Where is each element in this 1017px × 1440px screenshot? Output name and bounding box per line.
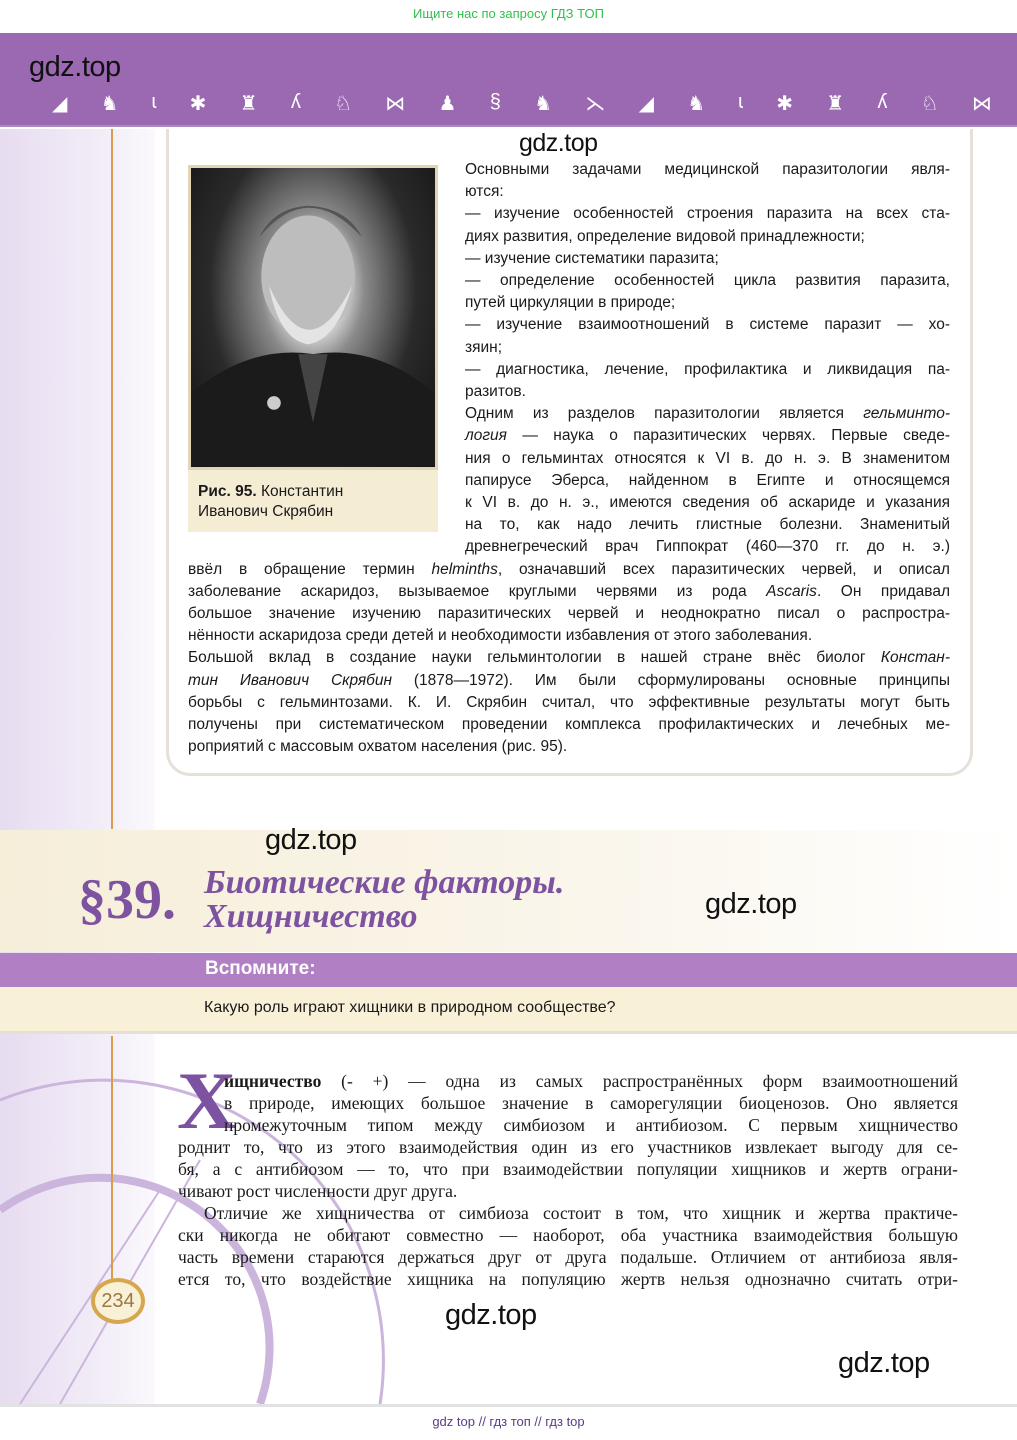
- text-segment: Одним из разделов паразитологии является: [465, 405, 864, 423]
- text-segment: Отличие же хищничества от симбиоза состоит в том, что хищник и жертва практиче-: [204, 1203, 958, 1223]
- text-line: [178, 1159, 958, 1179]
- text-segment: (1878—1972). Им были сформулированы основные принципы: [392, 671, 951, 689]
- antelope-icon: ♘: [920, 93, 939, 115]
- text-segment: роднит то, что из этого взаимодействия один из его участников извлекает выгоду для се-: [178, 1137, 958, 1157]
- text-line: [465, 204, 950, 224]
- text-segment: — наука о паразитических червях. Первые сведе-: [506, 427, 950, 445]
- text-segment: нённости аскаридоза среди детей и необходимости избавления от этого заболевания.: [188, 627, 813, 645]
- text-segment: папирусе Эберса, найденном в Египте и относящемся: [465, 471, 950, 489]
- text-line: [465, 471, 950, 491]
- text-segment: ются:: [465, 183, 504, 201]
- header-banner: [0, 33, 1017, 127]
- animal-strip: [52, 91, 992, 116]
- text-line: [188, 715, 950, 735]
- text-line: [224, 1093, 958, 1113]
- watermark: gdz.top: [445, 1299, 537, 1331]
- text-segment: в природе, имеющих большое значение в саморегуляции биоценозов. Оно является: [224, 1093, 958, 1113]
- dolphin-icon: ◢: [638, 93, 654, 115]
- butterfly-icon: ⋈: [385, 93, 406, 115]
- text-segment: чивают рост численности друг друга.: [178, 1181, 458, 1201]
- watermark: gdz.top: [519, 129, 598, 157]
- text-segment: — изучение особенностей строения паразита на всех ста-: [465, 205, 950, 223]
- caption-label: Рис. 95.: [198, 483, 257, 500]
- text-segment: Основными задачами медицинской паразитологии явля-: [465, 161, 950, 178]
- text-line: [465, 271, 950, 291]
- text-line: [465, 160, 950, 180]
- text-line: [188, 582, 950, 602]
- footer-links: gdz top // гдз топ // гдз top: [432, 1414, 585, 1429]
- watermark: gdz.top: [29, 51, 121, 83]
- text-line: [465, 382, 950, 402]
- text-segment: ски никогда не обитают совместно — наоборот, оба участника взаимодействия большую: [178, 1225, 958, 1245]
- text-segment: заболевание аскаридоз, вызываемое круглыми червями из рода: [188, 582, 767, 600]
- text-segment: древнегреческий врач Гиппократ (460—370 гг. до н. э.): [465, 538, 950, 556]
- text-segment: тин Иванович Скрябин: [188, 671, 393, 689]
- text-segment: гельминто-: [863, 405, 950, 423]
- text-line: [465, 249, 950, 269]
- text-line: [178, 1137, 958, 1157]
- text-line: [204, 1203, 958, 1223]
- wolf-icon: ♞: [687, 93, 706, 115]
- insect-icon: ✱: [189, 93, 207, 115]
- remember-label: Вспомните:: [205, 958, 316, 979]
- section-title: [204, 866, 564, 934]
- text-line: [178, 1269, 958, 1289]
- text-line: [178, 1225, 958, 1245]
- text-segment: логия: [465, 427, 507, 445]
- text-segment: путей циркуляции в природе;: [465, 294, 676, 312]
- text-segment: разитов.: [465, 383, 526, 400]
- text-line: [465, 293, 950, 313]
- elephant-icon: ♟: [438, 93, 457, 115]
- text-line: [465, 182, 950, 202]
- text-line: [178, 1247, 958, 1267]
- text-line: [465, 515, 950, 535]
- margin-line: [111, 1036, 113, 1286]
- caption-text: Иванович Скрябин: [198, 503, 334, 520]
- text-line: [465, 449, 950, 469]
- figure-caption: [188, 470, 438, 532]
- text-segment: — определение особенностей цикла развития паразита,: [465, 272, 950, 289]
- text-segment: — изучение взаимоотношений в системе паразит — хо-: [465, 316, 950, 334]
- text-line: [224, 1071, 958, 1091]
- text-line: [188, 560, 950, 580]
- text-line: [188, 671, 950, 691]
- antelope-icon: ♘: [334, 93, 353, 115]
- text-segment: большое значение изучению паразитических червей и неоднократно писал о распростра-: [188, 605, 950, 622]
- text-segment: зяин;: [465, 338, 503, 356]
- watermark: gdz.top: [838, 1347, 930, 1379]
- caption-text: Константин: [256, 483, 344, 500]
- text-segment: helminths: [431, 560, 498, 578]
- bison-icon: ♜: [239, 93, 258, 115]
- section-title-line: Биотические факторы.: [204, 864, 565, 901]
- text-line: [188, 648, 950, 668]
- drop-cap: Х: [177, 1055, 237, 1146]
- scorpion-icon: §: [489, 91, 501, 113]
- text-segment: ется то, что воздействие хищника на популяцию жертв нельзя однозначно считать отри-: [178, 1269, 958, 1289]
- top-note: Ищите нас по запросу ГДЗ ТОП: [413, 6, 604, 21]
- text-segment: Большой вклад в создание науки гельминтологии в нашей стране внёс биолог: [188, 649, 881, 667]
- text-line: [465, 493, 950, 513]
- bottom-divider: [0, 1404, 1017, 1407]
- text-segment: ввёл в обращение термин: [188, 560, 432, 578]
- insect-icon: ✱: [776, 93, 793, 115]
- text-segment: на то, как надо лечить глистные болезни. Знаменитый: [465, 516, 950, 534]
- watermark: gdz.top: [705, 888, 797, 920]
- section-number: §39.: [78, 869, 176, 931]
- section-title-line: Хищничество: [204, 898, 418, 935]
- text-line: [188, 604, 950, 624]
- text-line: [465, 227, 950, 247]
- text-segment: Констан-: [880, 649, 950, 667]
- text-segment: к VI в. до н. э., имеются сведения об аскариде и указания: [465, 494, 950, 511]
- text-segment: — диагностика, лечение, профилактика и ликвидация па-: [465, 360, 950, 378]
- portrait-photo: [188, 165, 438, 470]
- text-line: [465, 315, 950, 335]
- text-segment: промежуточным типом между симбиозом и антибиозом. С первым хищничество: [224, 1115, 958, 1135]
- text-segment: — изучение систематики паразита;: [465, 249, 719, 267]
- text-line: [465, 426, 950, 446]
- giraffe-icon: ɩ: [738, 91, 743, 113]
- text-segment: получены при систематическом проведении комплекса профилактических и лечебных ме-: [188, 716, 950, 733]
- text-segment: Ascaris: [766, 582, 817, 600]
- bird-icon: ⋋: [585, 93, 606, 115]
- text-segment: (- +) — одна из самых распространённых форм взаимоотношений: [321, 1071, 958, 1091]
- watermark: gdz.top: [265, 824, 357, 856]
- text-line: [188, 626, 950, 646]
- butterfly-icon: ⋈: [971, 93, 992, 115]
- text-segment: , означавший всех паразитических червей, и описал: [497, 560, 950, 578]
- text-segment: борьбы с гельминтозами. К. И. Скрябин считал, что эффективные результаты могут быть: [188, 693, 950, 711]
- text-line: [224, 1115, 958, 1135]
- page-number: 234: [91, 1278, 145, 1324]
- text-line: [465, 537, 950, 557]
- text-segment: роприятий с массовым охватом населения (рис. 95).: [188, 738, 568, 756]
- text-segment: диях развития, определение видовой принадлежности;: [465, 227, 865, 245]
- text-segment: . Он придавал: [816, 582, 950, 600]
- remember-question: Какую роль играют хищники в природном сообществе?: [204, 999, 616, 1016]
- text-line: [465, 360, 950, 380]
- margin-line: [111, 129, 113, 829]
- giraffe-icon: ɩ: [151, 91, 157, 113]
- text-line: [178, 1181, 958, 1201]
- text-segment: часть времени стараются держаться друг от друга подальше. Отличием от антибиоза явля-: [178, 1247, 958, 1267]
- horse-icon: ♞: [534, 93, 553, 115]
- text-segment: ищничество: [224, 1071, 322, 1091]
- text-segment: ния о гельминтах относятся к VI в. до н. э. В знаменитом: [465, 449, 950, 467]
- text-line: [465, 338, 950, 358]
- kangaroo-icon: ʎ: [290, 91, 301, 113]
- text-line: [465, 404, 950, 424]
- text-line: [188, 693, 950, 713]
- text-segment: бя, а с антибиозом — то, что при взаимодействии популяции хищников и жертв ограни-: [178, 1159, 958, 1179]
- dolphin-icon: ◢: [52, 93, 68, 115]
- remember-band: [0, 953, 1017, 987]
- wolf-icon: ♞: [100, 93, 119, 115]
- bison-icon: ♜: [826, 93, 845, 115]
- kangaroo-icon: ʎ: [877, 91, 888, 113]
- text-line: [188, 737, 950, 757]
